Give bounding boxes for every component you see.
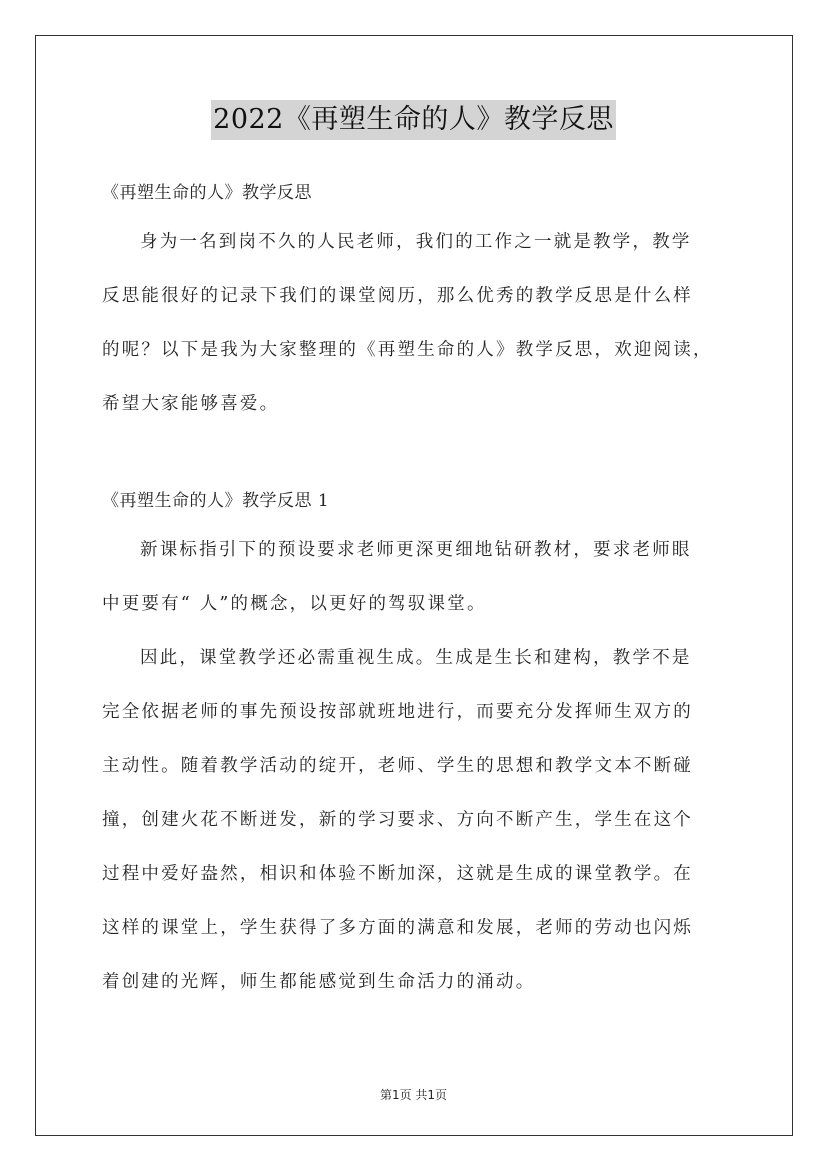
page-footer: 第1页 共1页 bbox=[379, 1088, 448, 1102]
paragraph-line: 中更要有“ 人”的概念，以更好的驾驭课堂。 bbox=[102, 594, 487, 614]
intro-line: 希望大家能够喜爱。 bbox=[102, 394, 280, 414]
intro-line: 反思能很好的记录下我们的课堂阅历，那么优秀的教学反思是什么样 bbox=[102, 286, 693, 306]
paragraph-line: 因此，课堂教学还必需重视生成。生成是生长和建构，教学不是 bbox=[140, 648, 692, 668]
document-title: 2022《再塑生命的人》教学反思 bbox=[211, 100, 616, 140]
paragraph-line: 着创建的光辉，师生都能感觉到生命活力的涌动。 bbox=[102, 972, 536, 992]
subheading: 《再塑生命的人》教学反思 bbox=[102, 183, 312, 203]
paragraph-line: 新课标指引下的预设要求老师更深更细地钻研教材，要求老师眼 bbox=[140, 540, 692, 560]
document-body bbox=[102, 175, 730, 1009]
paragraph-line: 过程中爱好盎然，相识和体验不断加深，这就是生成的课堂教学。在 bbox=[102, 864, 693, 884]
section-heading: 《再塑生命的人》教学反思 1 bbox=[102, 491, 330, 511]
paragraph-line: 撞，创建火花不断迸发，新的学习要求、方向不断产生，学生在这个 bbox=[102, 810, 693, 830]
paragraph-line: 这样的课堂上，学生获得了多方面的满意和发展，老师的劳动也闪烁 bbox=[102, 918, 693, 938]
intro-line: 身为一名到岗不久的人民老师，我们的工作之一就是教学，教学 bbox=[140, 232, 692, 252]
title-container bbox=[0, 100, 827, 140]
intro-line: 的呢？以下是我为大家整理的《再塑生命的人》教学反思，欢迎阅读， bbox=[102, 340, 713, 360]
paragraph-line: 完全依据老师的事先预设按部就班地进行，而要充分发挥师生双方的 bbox=[102, 702, 693, 722]
paragraph-line: 主动性。随着教学活动的绽开，老师、学生的思想和教学文本不断碰 bbox=[102, 756, 693, 776]
